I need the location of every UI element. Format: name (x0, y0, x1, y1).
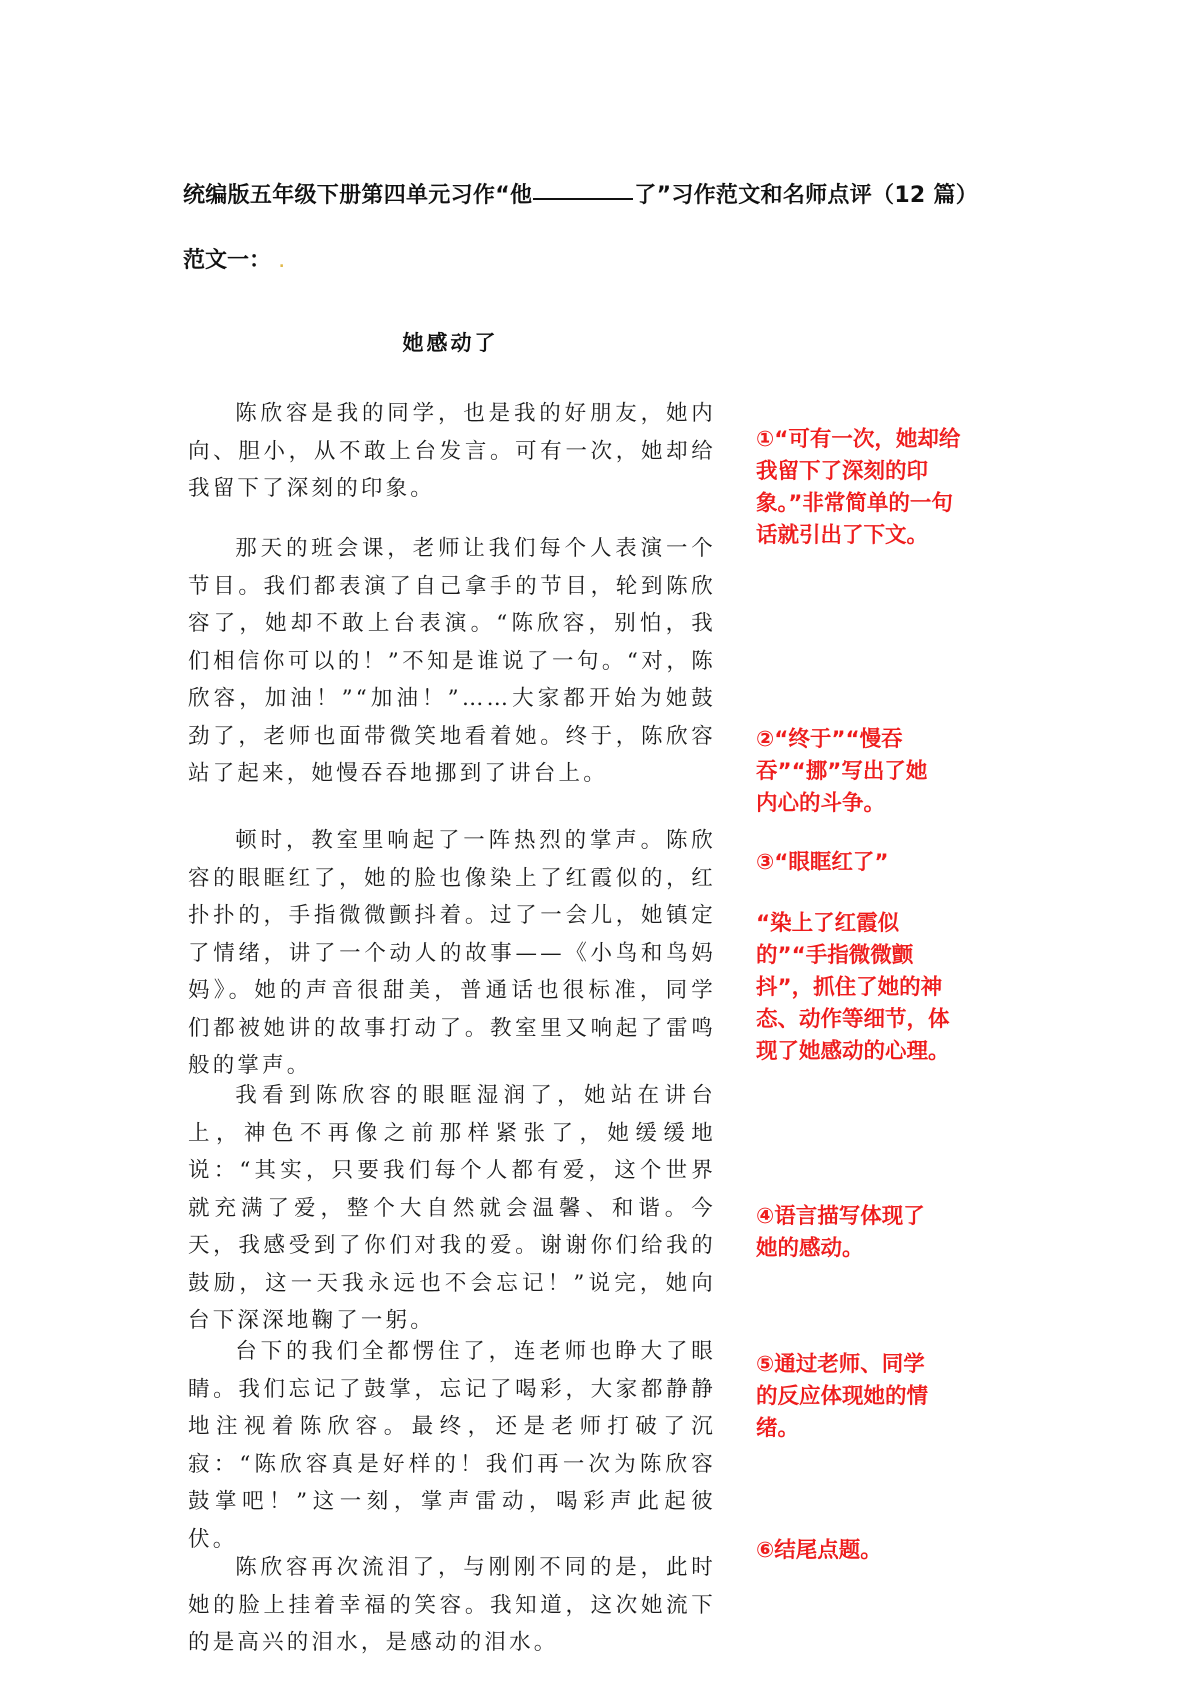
annotation-4: ④语言描写体现了她的感动。 (756, 1204, 925, 1261)
essay-title: 她感动了 (402, 330, 499, 355)
annotation-2: ②“终于”“慢吞吞”“挪”写出了她内心的斗争。 (756, 727, 928, 816)
essay-paragraph-4: 我看到陈欣容的眼眶湿润了，她站在讲台上，神色不再像之前那样紧张了，她缓缓地说：“其实，只要我们每个人都有爱，这个世界就充满了爱，整个大自然就会温馨、和谐。今天，我感受到了你们对我的爱。谢谢你们给我的鼓励，这一天我永远也不会忘记！”说完，她向台下深深地鞠了一躬。 (188, 1083, 716, 1333)
section-dot: . (279, 255, 285, 271)
annotation-3: ③“眼眶红了” (756, 850, 889, 875)
section-label-text: 范文一： (183, 248, 272, 273)
document-title-prefix: 统编版五年级下册第四单元习作“他 (183, 183, 533, 208)
essay-paragraph-1: 陈欣容是我的同学，也是我的好朋友，她内向、胆小，从不敢上台发言。可有一次，她却给我留下了深刻的印象。 (188, 401, 716, 501)
annotation-3-detail: “染上了红霞似的”“手指微微颤抖”，抓住了她的神态、动作等细节，体现了她感动的心理。 (756, 911, 950, 1064)
annotation-5: ⑤通过老师、同学的反应体现她的情绪。 (756, 1352, 929, 1441)
annotation-6: ⑥结尾点题。 (756, 1538, 882, 1563)
essay-paragraph-3: 顿时，教室里响起了一阵热烈的掌声。陈欣容的眼眶红了，她的脸也像染上了红霞似的，红扑扑的，手指微微颤抖着。过了一会儿，她镇定了情绪，讲了一个动人的故事——《小鸟和鸟妈妈》。她的声音很甜美，普通话也很标准，同学们都被她讲的故事打动了。教室里又响起了雷鸣般的掌声。 (188, 828, 716, 1078)
section-label (183, 243, 284, 274)
document-title-suffix: 了”习作范文和名师点评（12 篇） (634, 183, 979, 208)
document-title (183, 178, 978, 209)
annotation-1: ①“可有一次，她却给我留下了深刻的印象。”非常简单的一句话就引出了下文。 (756, 427, 961, 548)
essay-paragraph-6: 陈欣容再次流泪了，与刚刚不同的是，此时她的脸上挂着幸福的笑容。我知道，这次她流下的是高兴的泪水，是感动的泪水。 (188, 1555, 716, 1655)
title-blank-line (533, 197, 633, 200)
essay-paragraph-2: 那天的班会课，老师让我们每个人表演一个节目。我们都表演了自己拿手的节目，轮到陈欣容了，她却不敢上台表演。“陈欣容，别怕，我们相信你可以的！”不知是谁说了一句。“对，陈欣容，加油！”“加油！”……大家都开始为她鼓劲了，老师也面带微笑地看着她。终于，陈欣容站了起来，她慢吞吞地挪到了讲台上。 (188, 536, 716, 786)
essay-paragraph-5: 台下的我们全都愣住了，连老师也睁大了眼睛。我们忘记了鼓掌，忘记了喝彩，大家都静静地注视着陈欣容。最终，还是老师打破了沉寂：“陈欣容真是好样的！我们再一次为陈欣容鼓掌吧！”这一刻，掌声雷动，喝彩声此起彼伏。 (188, 1339, 716, 1552)
